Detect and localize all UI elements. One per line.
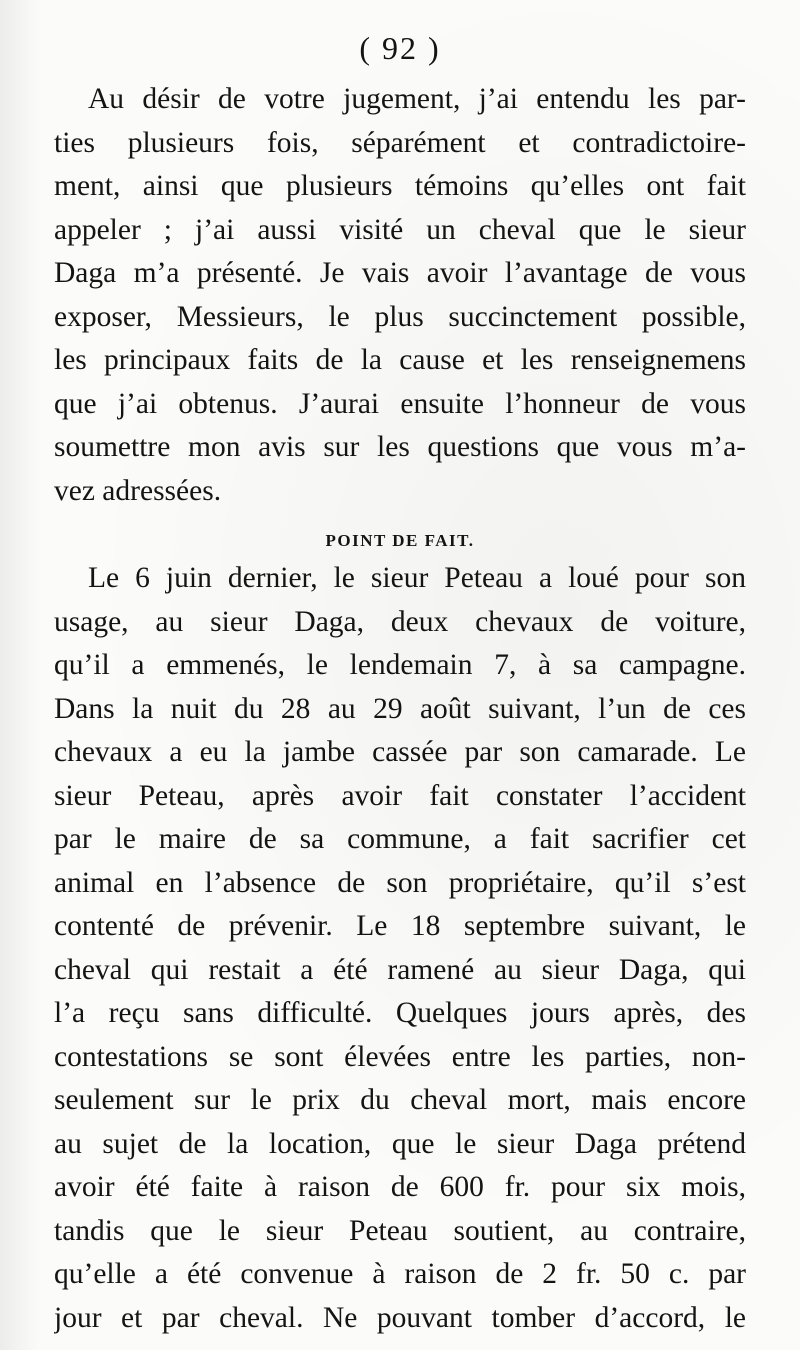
text-line: qu’elle a été convenue à raison de 2 fr. 50 c. par: [54, 1258, 746, 1290]
text-line: contestations se sont élevées entre les parties, non-: [54, 1040, 746, 1073]
text-line: appeler ; j’ai aussi visité un cheval que le sieur: [54, 213, 746, 246]
paragraph-2: [54, 557, 746, 1340]
text-line: que j’ai obtenus. J’aurai ensuite l’honneur de vous: [54, 387, 746, 420]
text-block: [54, 78, 746, 1340]
text-line: ties plusieurs fois, séparément et contradictoire-: [54, 126, 746, 159]
text-line: Au désir de votre jugement, j’ai entendu les par-: [88, 83, 746, 115]
text-line: soumettre mon avis sur les questions que vous m’a-: [54, 431, 746, 463]
paragraph-1: [54, 78, 746, 513]
text-line: jour et par cheval. Ne pouvant tomber d’accord, le: [54, 1301, 746, 1334]
text-line: les principaux faits de la cause et les renseignemens: [54, 344, 746, 376]
text-line: usage, au sieur Daga, deux chevaux de voiture,: [54, 605, 746, 638]
text-line: contenté de prévenir. Le 18 septembre suivant, le: [54, 910, 746, 942]
page-number: ( 92 ): [359, 30, 441, 66]
text-line: sieur Peteau, après avoir fait constater l’accident: [54, 779, 746, 812]
text-line: ment, ainsi que plusieurs témoins qu’elles ont fait: [54, 170, 746, 202]
text-line: chevaux a eu la jambe cassée par son camarade. Le: [54, 736, 746, 768]
text-line: au sujet de la location, que le sieur Daga prétend: [54, 1127, 746, 1160]
text-line: cheval qui restait a été ramené au sieur Daga, qui: [54, 953, 746, 986]
section-heading: POINT DE FAIT.: [325, 531, 475, 550]
text-line: Dans la nuit du 28 au 29 août suivant, l’un de ces: [54, 692, 746, 725]
text-line: avoir été faite à raison de 600 fr. pour six mois,: [54, 1171, 746, 1203]
text-line: animal en l’absence de son propriétaire, qu’il s’est: [54, 866, 746, 899]
text-line: exposer, Messieurs, le plus succinctement possible,: [54, 300, 746, 333]
text-line: par le maire de sa commune, a fait sacrifier cet: [54, 823, 746, 855]
text-line: Le 6 juin dernier, le sieur Peteau a loué pour son: [88, 562, 746, 594]
text-line: l’a reçu sans difficulté. Quelques jours après, des: [54, 997, 746, 1029]
text-line: tandis que le sieur Peteau soutient, au contraire,: [54, 1214, 746, 1247]
text-line: Daga m’a présenté. Je vais avoir l’avantage de vous: [54, 257, 746, 289]
text-line: qu’il a emmenés, le lendemain 7, à sa campagne.: [54, 649, 746, 681]
text-line: seulement sur le prix du cheval mort, mais encore: [54, 1084, 746, 1116]
text-line: vez adressées.: [54, 474, 222, 507]
